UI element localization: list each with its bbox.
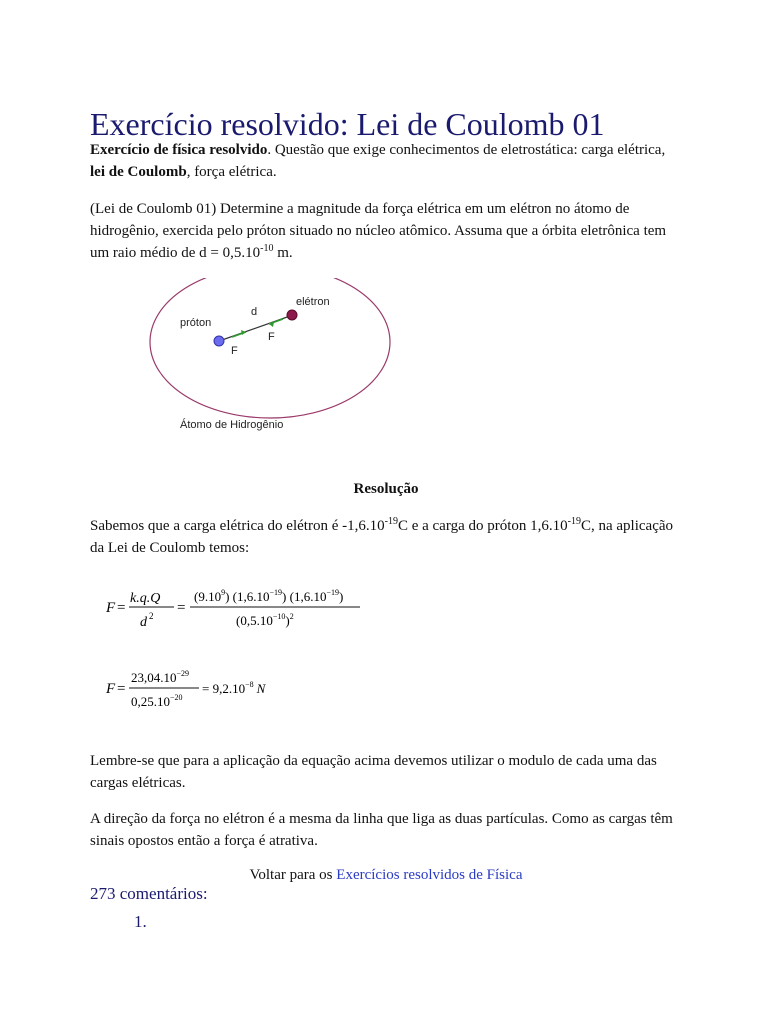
resolution-heading: Resolução [353,481,419,497]
eq1-equals-2: = [177,600,186,616]
diagram-caption: Átomo de Hidrogênio [180,419,284,431]
eq1-num1: k.q.Q [130,591,161,606]
intro-bold-2: lei de Coulomb [90,164,187,180]
eq2-unit: N [256,681,266,696]
equation-2 [104,664,324,714]
intro-text-2: , força elétrica. [186,164,277,180]
eq1-numerator [194,588,343,604]
resolution-paragraph [90,515,680,559]
resolution-part-1: Sabemos que a carga elétrica do elétron é -1,6.10 [90,518,385,534]
eq1-equals-1: = [117,600,126,616]
force-label-electron: F [268,331,275,343]
comment-list-item: 1. [134,912,147,931]
eq1-num2-d: ) [338,589,344,604]
intro-text-1: . Questão que exige conhecimentos de eletrostática: carga elétrica, [267,142,666,158]
resolution-exp-2: -19 [567,516,581,527]
question-text: (Lei de Coulomb 01) Determine a magnitude da força elétrica em um elétron no átomo de hidrogênio, exercida pelo próton situado no núcleo atômico. Assuma que a órbita eletrônica tem um raio médio de d = 0,5.10 [90,201,667,261]
eq1-num2-b: ) (1,6.10 [225,589,270,604]
distance-label: d [251,306,258,318]
resolution-exp-1: -19 [384,516,398,527]
proton-label: próton [180,317,212,329]
orbit [150,278,390,418]
eq2-equals: = [117,681,126,697]
eq1-num2-b-exp: −19 [269,588,283,597]
eq1-den2-a-exp: −10 [272,612,286,621]
eq1-denominator [236,612,294,628]
eq2-lhs: F [106,681,116,697]
eq1-num2-c-exp: −19 [326,588,339,597]
eq1-num2-a: (9.10 [194,589,222,604]
exercises-link[interactable]: Exercícios resolvidos de Física [336,867,523,883]
eq2-denominator [131,693,183,709]
question-paragraph [90,198,680,264]
eq2-den-exp: −20 [170,693,183,702]
eq2-den: 0,25.10 [131,694,170,709]
page-title: Exercício resolvido: Lei de Coulomb 01 [90,106,605,142]
note-paragraph-2: A direção da força no elétron é a mesma da linha que liga as duas partículas. Como as cargas têm sinais opostos então a força é atrativa. [90,811,673,849]
back-prefix: Voltar para os [249,867,337,883]
eq1-lhs: F [106,600,116,616]
eq1-den1-exp: 2 [149,611,154,621]
eq2-num: 23,04.10 [131,670,177,685]
eq1-den2-a: (0,5.10 [236,613,273,628]
electron-label: elétron [296,296,330,308]
proton-dot [214,336,224,346]
eq2-num-exp: −29 [176,669,190,678]
eq2-numerator [131,669,189,685]
back-line [90,867,682,884]
note-paragraph-1: Lembre-se que para a aplicação da equação acima devemos utilizar o modulo de cada uma das cargas elétricas. [90,753,657,791]
eq2-result-exp: −8 [245,680,254,689]
eq1-den2-b-exp: 2 [289,612,294,621]
question-exponent: -10 [260,243,274,254]
equation-1 [104,582,384,634]
eq2-result [202,680,267,696]
force-label-proton: F [231,345,238,357]
intro-bold-1: Exercício de física resolvido [90,142,268,158]
question-unit: m. [273,245,293,261]
eq1-num2-a-exp: 9 [221,588,226,597]
eq2-result-value: = 9,2.10 [202,681,246,696]
resolution-part-2: C e a carga do próton 1,6.10 [397,518,568,534]
resolution-part-3: C, na aplicação da Lei de Coulomb temos: [90,518,674,556]
comments-count: 273 comentários: [90,884,208,903]
intro-paragraph [90,139,680,183]
hydrogen-atom-diagram [142,278,402,438]
eq1-den1: d [140,615,147,630]
eq1-num2-c: ) (1,6.10 [282,589,327,604]
eq1-den2-b: ) [285,613,290,628]
electron-dot [287,310,297,320]
